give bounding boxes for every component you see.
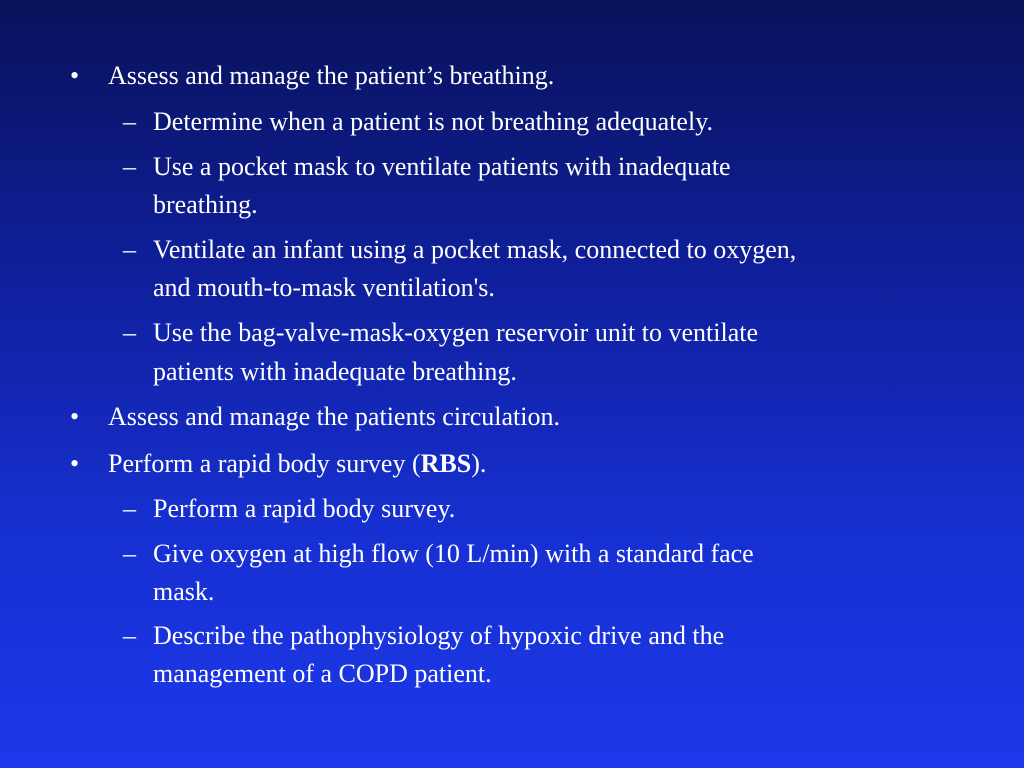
bullet-text xyxy=(108,445,486,483)
sub-item-text-continued: and mouth-to-mask ventilation's. xyxy=(153,273,495,302)
bullet-text: Assess and manage the patient’s breathing. xyxy=(108,61,555,90)
rbs-abbreviation: RBS xyxy=(420,449,472,478)
sub-item-text: Perform a rapid body survey. xyxy=(153,494,456,523)
sub-item-text: Use the bag-valve-mask-oxygen reservoir unit to ventilate xyxy=(153,318,759,347)
dash-marker: – xyxy=(123,494,136,523)
sub-item-text: Ventilate an infant using a pocket mask, connected to oxygen, xyxy=(153,235,797,264)
dash-marker: – xyxy=(123,621,136,650)
bullet-marker: • xyxy=(70,402,80,431)
bullet-marker: • xyxy=(70,61,80,90)
sub-item-text-continued: management of a COPD patient. xyxy=(153,659,492,688)
bullet-text: Assess and manage the patients circulation. xyxy=(108,402,560,431)
sub-item-text-continued: patients with inadequate breathing. xyxy=(153,357,517,386)
dash-marker: – xyxy=(123,107,136,136)
sub-item-text: Use a pocket mask to ventilate patients with inadequate xyxy=(153,152,731,181)
dash-marker: – xyxy=(123,318,136,347)
dash-marker: – xyxy=(123,235,136,264)
dash-marker: – xyxy=(123,539,136,568)
dash-marker: – xyxy=(123,152,136,181)
rbs-text-before: Perform a rapid body survey ( xyxy=(108,449,421,478)
rbs-text-after: ). xyxy=(471,449,487,478)
bullet-marker: • xyxy=(70,449,80,478)
sub-item-text-continued: mask. xyxy=(153,577,215,606)
sub-item-text: Describe the pathophysiology of hypoxic drive and the xyxy=(153,621,725,650)
sub-item-text-continued: breathing. xyxy=(153,190,258,219)
sub-item-text: Determine when a patient is not breathing adequately. xyxy=(153,107,714,136)
sub-item-text: Give oxygen at high flow (10 L/min) with a standard face xyxy=(153,539,754,568)
